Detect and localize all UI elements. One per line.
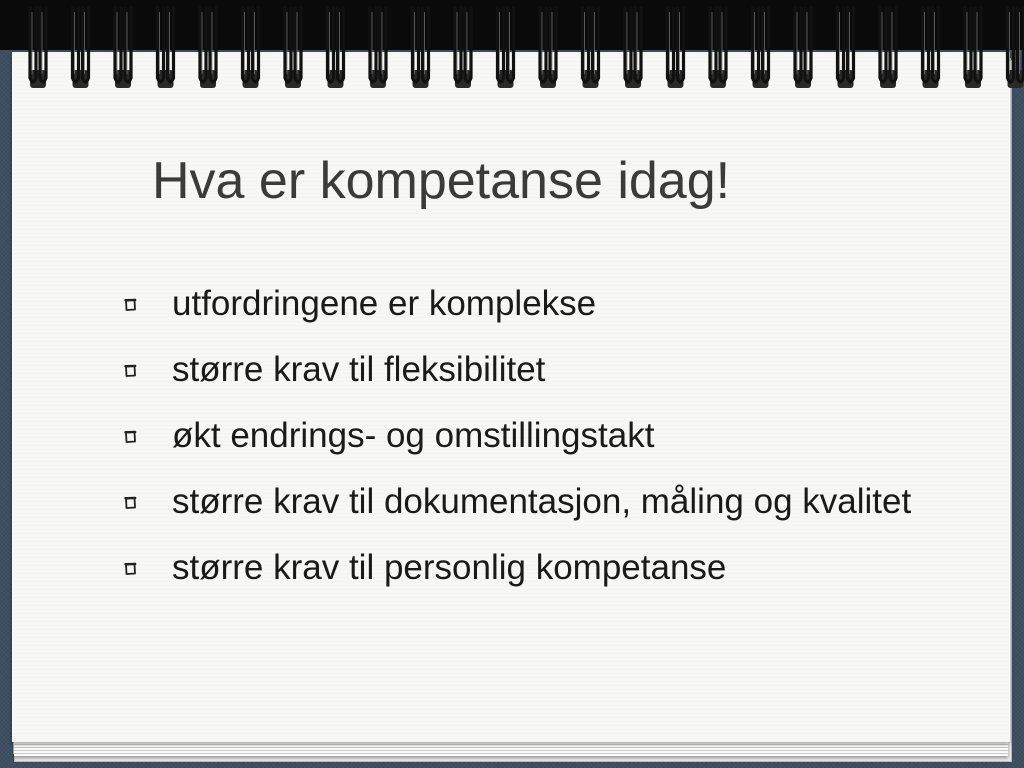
list-item bbox=[120, 348, 930, 392]
bullet-text: større krav til dokumentasjon, måling og kvalitet bbox=[172, 482, 912, 521]
list-item bbox=[120, 414, 930, 458]
bullet-text: økt endrings- og omstillingstakt bbox=[172, 416, 655, 455]
slide-title: Hva er kompetanse idag! bbox=[152, 152, 731, 210]
bullet-text: større krav til personlig kompetanse bbox=[172, 548, 727, 587]
square-bullet-icon bbox=[124, 430, 137, 444]
list-item bbox=[120, 480, 930, 524]
spiral-binding-icon bbox=[0, 0, 1024, 96]
square-bullet-icon bbox=[124, 298, 137, 312]
bullet-text: større krav til fleksibilitet bbox=[172, 350, 546, 389]
bullet-list bbox=[120, 282, 930, 612]
list-item bbox=[120, 282, 930, 326]
square-bullet-icon bbox=[124, 496, 137, 510]
square-bullet-icon bbox=[124, 364, 137, 378]
list-item bbox=[120, 546, 930, 590]
square-bullet-icon bbox=[124, 562, 137, 576]
page-edges bbox=[14, 742, 1008, 756]
bullet-text: utfordringene er komplekse bbox=[172, 284, 597, 323]
